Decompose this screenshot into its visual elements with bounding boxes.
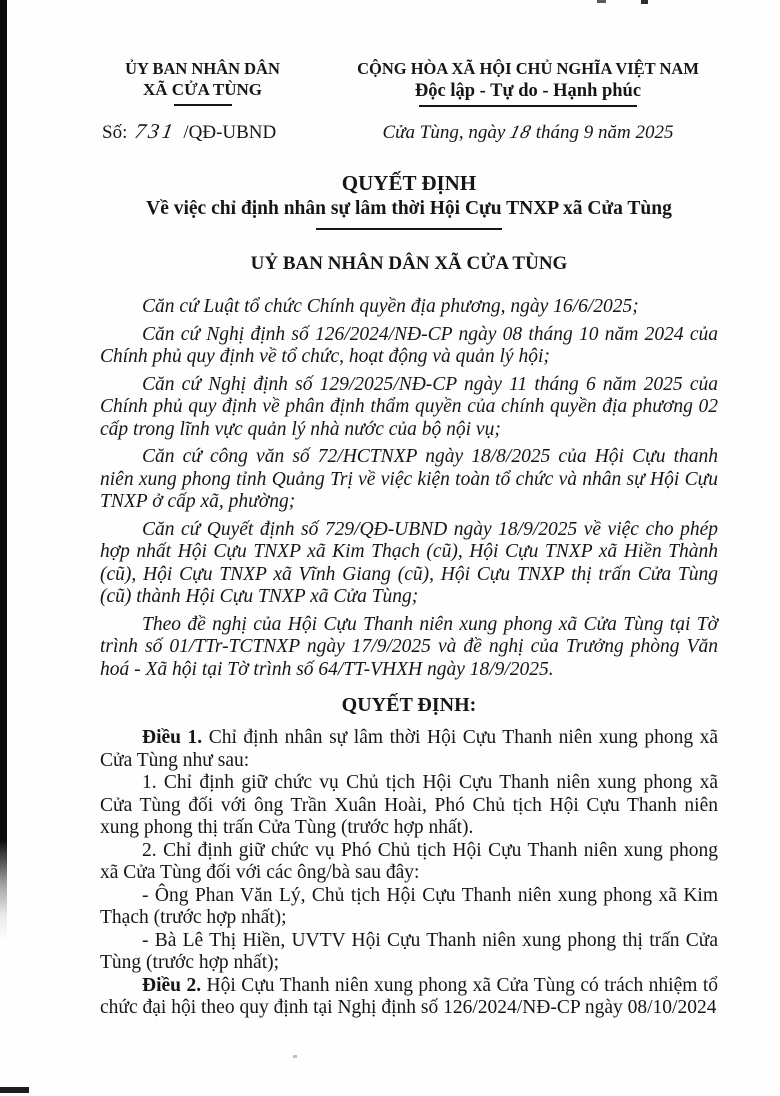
article-paragraph bbox=[100, 930, 718, 975]
document-header bbox=[100, 58, 718, 144]
article-paragraph bbox=[100, 840, 718, 885]
article-paragraph bbox=[100, 772, 718, 840]
preamble-paragraph: Căn cứ công văn số 72/HCTNXP ngày 18/8/2025 của Hội Cựu thanh niên xung phong tỉnh Quảng Trị về việc kiện toàn tổ chức và nhân sự Hội Cựu TNXP ở cấp xã, phường; bbox=[100, 446, 718, 512]
article-paragraph bbox=[100, 727, 718, 772]
article-label: Điều 2. bbox=[142, 974, 202, 996]
issuing-agency-block bbox=[100, 58, 305, 144]
preamble-paragraph: Căn cứ Nghị định số 126/2024/NĐ-CP ngày 08 tháng 10 năm 2024 của Chính phủ quy định về tổ chức, hoạt động và quản lý hội; bbox=[100, 323, 718, 367]
document-subject: Về việc chỉ định nhân sự lâm thời Hội Cựu TNXP xã Cửa Tùng bbox=[146, 198, 672, 219]
dateline-prefix: Cửa Tùng, ngày bbox=[382, 122, 506, 143]
motto-underline bbox=[419, 105, 637, 107]
dateline-day-handwritten: 18 bbox=[507, 122, 534, 143]
preamble-paragraph: Căn cứ Quyết định số 729/QĐ-UBND ngày 18/9/2025 về việc cho phép hợp nhất Hội Cựu TNXP xã Kim Thạch (cũ), Hội Cựu TNXP xã Hiền Thành (cũ), Hội Cựu TNXP xã Vĩnh Giang (cũ), Hội Cựu TNXP thị trấn Cửa Tùng (cũ) thành Hội Cựu TNXP xã Cửa Tùng; bbox=[100, 518, 718, 607]
title-separator-rule bbox=[316, 228, 502, 230]
scan-artifact-faint-dot bbox=[293, 1055, 297, 1058]
national-motto: Độc lập - Tự do - Hạnh phúc bbox=[414, 81, 642, 101]
document-number-label: Số: bbox=[102, 122, 128, 143]
article-text: Hội Cựu Thanh niên xung phong xã Cửa Tùng có trách nhiệm tổ chức đại hội theo quy định tại Nghị định số 126/2024/NĐ-CP ngày 08/10/2024 bbox=[100, 974, 719, 1018]
scan-artifact-left-bar bbox=[0, 0, 7, 840]
preamble-paragraph: Căn cứ Luật tổ chức Chính quyền địa phương, ngày 16/6/2025; bbox=[142, 296, 639, 317]
scan-artifact-bottom-smudge bbox=[0, 1087, 29, 1093]
scan-artifact-top-speck bbox=[597, 0, 606, 3]
national-name: CỘNG HÒA XÃ HỘI CHỦ NGHĨA VIỆT NAM bbox=[357, 59, 699, 78]
scan-artifact-left-bar-fade bbox=[0, 840, 7, 940]
title-block bbox=[100, 171, 718, 275]
preamble-section bbox=[100, 296, 718, 681]
scan-artifact-top-speck bbox=[641, 0, 648, 4]
agency-underline bbox=[174, 104, 232, 106]
article-text: Chỉ định nhân sự lâm thời Hội Cựu Thanh niên xung phong xã Cửa Tùng như sau: bbox=[100, 727, 719, 771]
document-type-heading: QUYẾT ĐỊNH bbox=[341, 171, 477, 195]
document-number-suffix: /QĐ-UBND bbox=[183, 122, 277, 143]
preamble-paragraph: Theo đề nghị của Hội Cựu Thanh niên xung phong xã Cửa Tùng tại Tờ trình số 01/TTr-TCTNXP ngày 17/9/2025 và đề nghị của Trưởng phòng Văn hoá - Xã hội tại Tờ trình số 64/TT-VHXH ngày 18/9/2025. bbox=[100, 613, 718, 680]
article-label: Điều 1. bbox=[142, 727, 203, 748]
issuer-line: UỶ BAN NHÂN DÂN XÃ CỬA TÙNG bbox=[250, 253, 568, 274]
article-text: - Ông Phan Văn Lý, Chủ tịch Hội Cựu Thanh niên xung phong xã Kim Thạch (trước hợp nhất); bbox=[100, 884, 718, 928]
article-text: - Bà Lê Thị Hiền, UVTV Hội Cựu Thanh niên xung phong thị trấn Cửa Tùng (trước hợp nhất); bbox=[100, 929, 718, 973]
national-motto-block bbox=[338, 58, 718, 144]
dateline-suffix: tháng 9 năm 2025 bbox=[535, 122, 674, 143]
document-number-line bbox=[100, 119, 305, 144]
document-content bbox=[100, 58, 718, 1020]
decision-heading: QUYẾT ĐỊNH: bbox=[341, 694, 477, 716]
place-date-line bbox=[338, 122, 718, 144]
agency-name-line2: XÃ CỬA TÙNG bbox=[142, 80, 262, 99]
article-text: 2. Chỉ định giữ chức vụ Phó Chủ tịch Hội Cựu Thanh niên xung phong xã Cửa Tùng đối với các ông/bà sau đây: bbox=[100, 839, 718, 883]
articles-section bbox=[100, 727, 718, 1020]
agency-name-line1: ỦY BAN NHÂN DÂN bbox=[125, 59, 280, 78]
document-number-handwritten: 731 bbox=[133, 119, 178, 143]
article-paragraph bbox=[100, 975, 718, 1020]
preamble-paragraph: Căn cứ Nghị định số 129/2025/NĐ-CP ngày 11 tháng 6 năm 2025 của Chính phủ quy định về phân định thẩm quyền của chính quyền địa phương 02 cấp trong lĩnh vực quản lý nhà nước của bộ nội vụ; bbox=[100, 373, 718, 440]
article-paragraph bbox=[100, 885, 718, 930]
article-text: 1. Chỉ định giữ chức vụ Chủ tịch Hội Cựu Thanh niên xung phong xã Cửa Tùng đối với ông Trần Xuân Hoài, Phó Chủ tịch Hội Cựu Thanh niên xung phong thị trấn Cửa Tùng (trước hợp nhất). bbox=[100, 772, 718, 838]
